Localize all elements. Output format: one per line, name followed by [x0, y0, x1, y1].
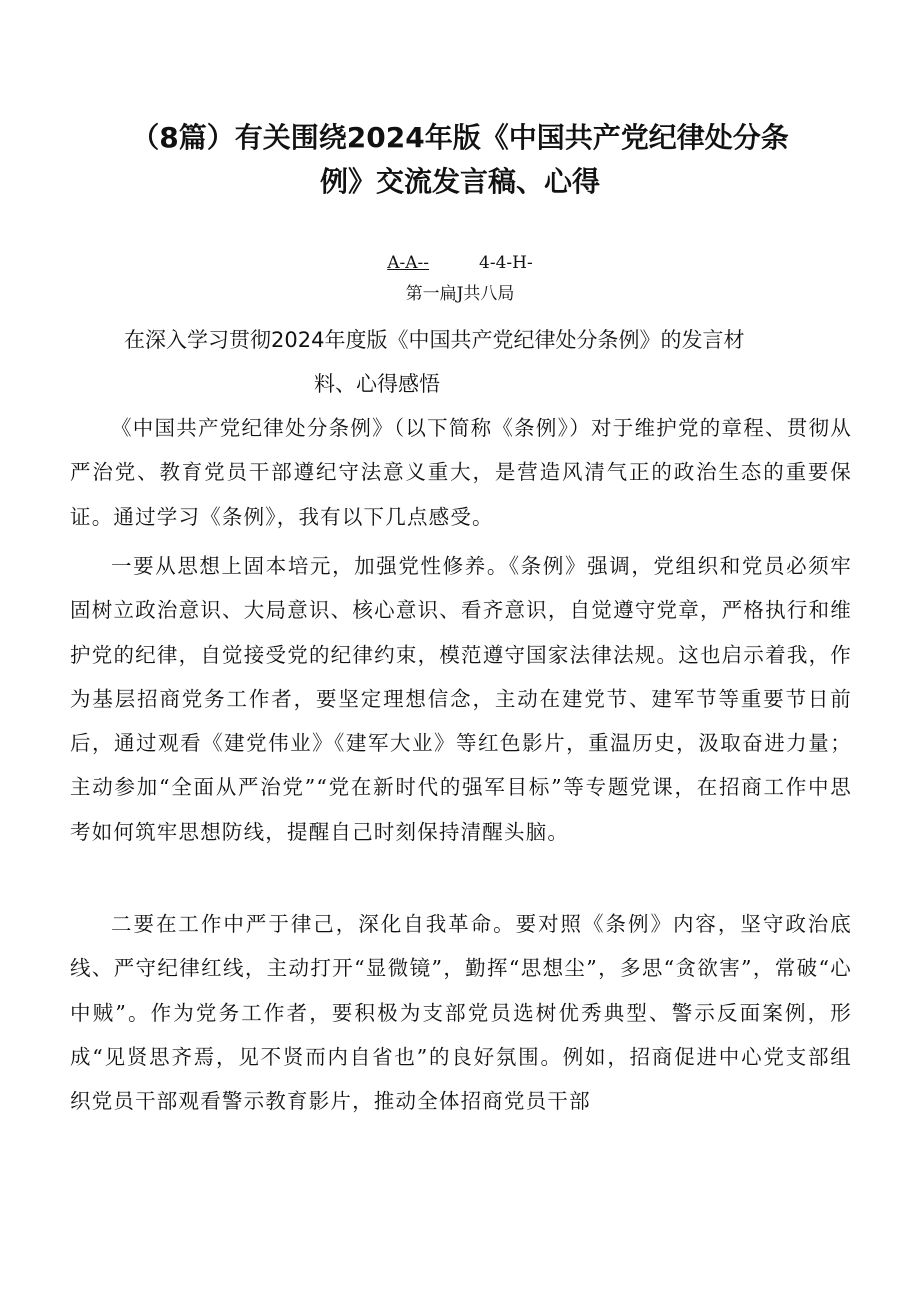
section-title-line-1: 在深入学习贯彻2024年度版《中国共产党纪律处分条例》的发言材: [124, 328, 745, 352]
document-title: [80, 116, 840, 160]
separator-left: A-A--: [387, 253, 430, 273]
document-title-continued: [80, 160, 840, 204]
document-title-line-1: （8篇）有关围绕2024年版《中国共产党纪律处分条: [131, 121, 789, 154]
document-title-line-2: 例》交流发言稿、心得: [319, 165, 600, 198]
separator-line: [320, 250, 600, 276]
section-marker: 第一扁J共八局: [405, 284, 515, 304]
paragraph-1: 《中国共产党纪律处分条例》（以下简称《条例》）对于维护党的章程、贯彻从严治党、教育党员干部遵纪守法意义重大，是营造风清气正的政治生态的重要保证。通过学习《条例》，我有以下几点感受。: [70, 416, 852, 529]
separator-right: 4-4-H-: [479, 253, 533, 273]
paragraph-2: 一要从思想上固本培元，加强党性修养。《条例》强调，党组织和党员必须牢固树立政治意识、大局意识、核心意识、看齐意识，自觉遵守党章，严格执行和维护党的纪律，自觉接受党的纪律约束，模范遵守国家法律法规。这也启示着我，作为基层招商党务工作者，要坚定理想信念，主动在建党节、建军节等重要节日前后，通过观看《建党伟业》《建军大业》等红色影片，重温历史，汲取奋进力量；主动参加“全面从严治党”“党在新时代的强军目标”等专题党课，在招商工作中思考如何筑牢思想防线，提醒自己时刻保持清醒头脑。: [70, 554, 852, 844]
paragraph-3: 二要在工作中严于律己，深化自我革命。要对照《条例》内容，坚守政治底线、严守纪律红线，主动打开“显微镜”，勤挥“思想尘”，多思“贪欲害”，常破“心中贼”。作为党务工作者，要积极为支部党员选树优秀典型、警示反面案例，形成“见贤思齐焉，见不贤而内自省也”的良好氛围。例如，招商促进中心党支部组织党员干部观看警示教育影片，推动全体招商党员干部: [70, 912, 852, 1114]
section-title-line-2: 料、心得感悟: [314, 372, 440, 396]
